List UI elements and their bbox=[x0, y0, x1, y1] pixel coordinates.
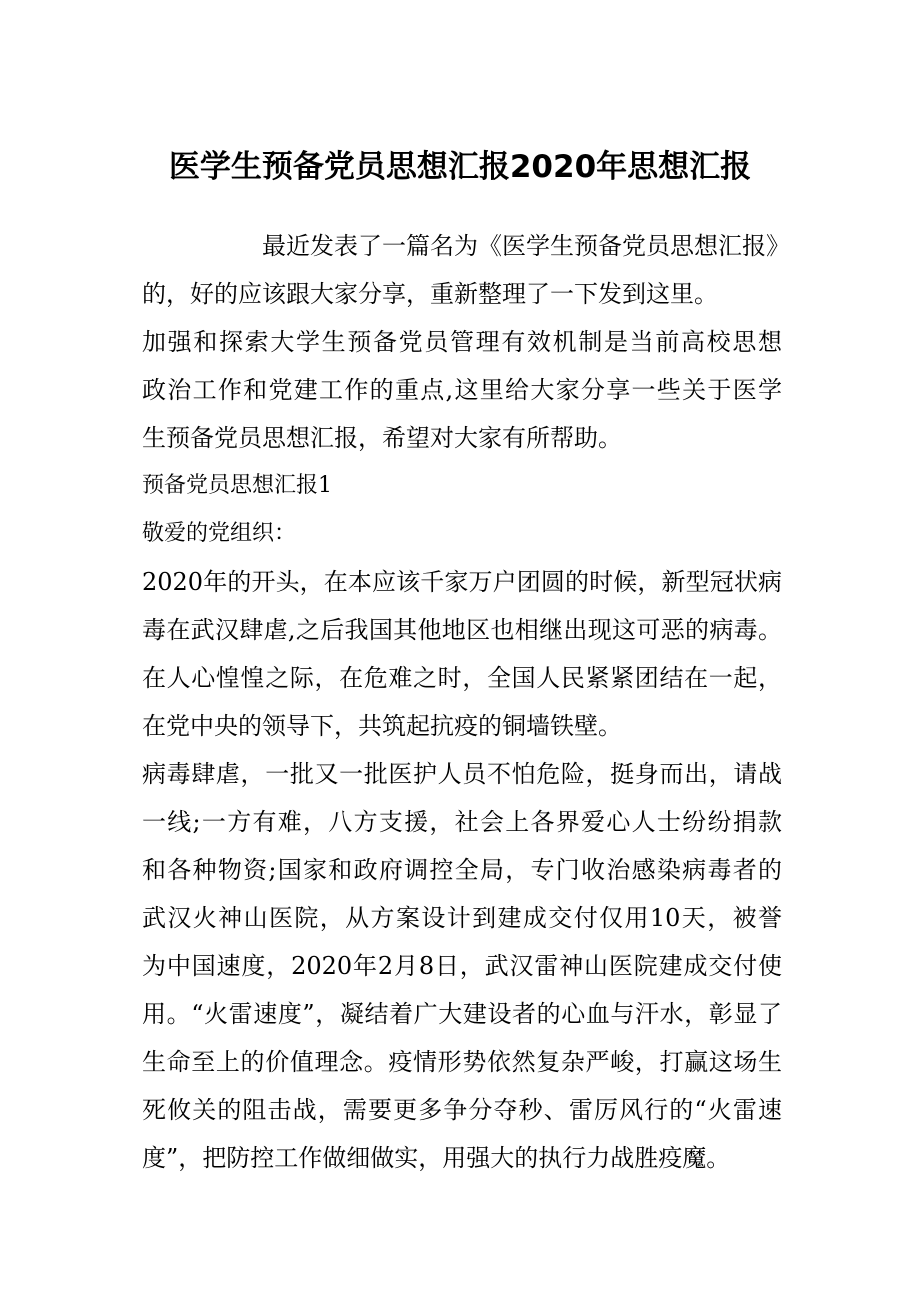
body-line: 为中国速度，2020年2月8日，武汉雷神山医院建成交付使 bbox=[142, 952, 782, 980]
body-line: 一线;一方有难，八方支援，社会上各界爱心人士纷纷捐款 bbox=[142, 808, 782, 836]
intro-line-3: 加强和探索大学生预备党员管理有效机制是当前高校思想 bbox=[142, 328, 782, 356]
document-title: 医学生预备党员思想汇报2020年思想汇报 bbox=[168, 149, 752, 185]
body-line: 武汉火神山医院，从方案设计到建成交付仅用10天，被誉 bbox=[142, 904, 782, 932]
body-line: 病毒肆虐，一批又一批医护人员不怕危险，挺身而出，请战 bbox=[142, 760, 782, 788]
body-line: 在党中央的领导下，共筑起抗疫的铜墙铁壁。 bbox=[142, 712, 622, 740]
body-line: 度”，把防控工作做细做实，用强大的执行力战胜疫魔。 bbox=[142, 1144, 731, 1172]
body-line: 2020年的开头，在本应该千家万户团圆的时候，新型冠状病 bbox=[142, 568, 782, 596]
intro-line-2: 的，好的应该跟大家分享，重新整理了一下发到这里。 bbox=[142, 280, 718, 308]
body-line: 毒在武汉肆虐,之后我国其他地区也相继出现这可恶的病毒。 bbox=[142, 616, 782, 644]
body-line: 在人心惶惶之际，在危难之时，全国人民紧紧团结在一起， bbox=[142, 664, 782, 692]
intro-line-1: 最近发表了一篇名为《医学生预备党员思想汇报》 bbox=[142, 232, 790, 260]
body-line: 和各种物资;国家和政府调控全局，专门收治感染病毒者的 bbox=[142, 856, 782, 884]
body-line: 死攸关的阻击战，需要更多争分夺秒、雷厉风行的“火雷速 bbox=[142, 1096, 782, 1124]
intro-line-5: 生预备党员思想汇报，希望对大家有所帮助。 bbox=[142, 424, 622, 452]
body-line: 生命至上的价值理念。疫情形势依然复杂严峻，打赢这场生 bbox=[142, 1048, 782, 1076]
salutation: 敬爱的党组织： bbox=[142, 521, 297, 546]
intro-line-4: 政治工作和党建工作的重点,这里给大家分享一些关于医学 bbox=[142, 376, 782, 404]
body-line: 用。“火雷速度”，凝结着广大建设者的心血与汗水，彰显了 bbox=[142, 1000, 782, 1028]
section-heading: 预备党员思想汇报1 bbox=[142, 473, 332, 498]
